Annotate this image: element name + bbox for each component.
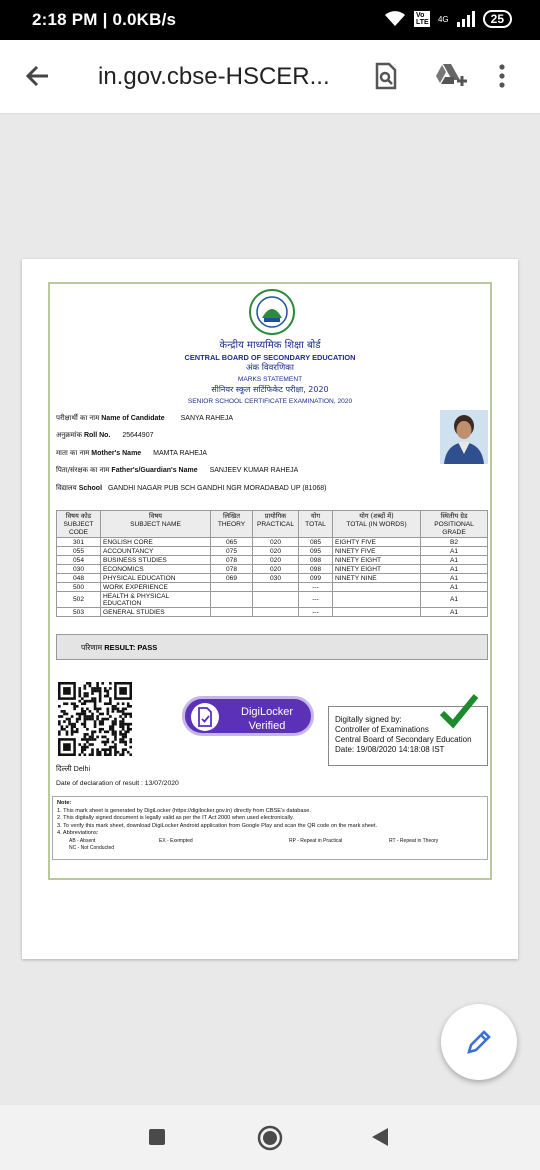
header-total-words: योग (शब्दों में) TOTAL (IN WORDS) [333,511,421,538]
school-label-hindi: विद्यालय [56,484,77,492]
place-english: Delhi [73,764,91,773]
candidate-name: SANYA RAHEJA [180,415,233,422]
signal-icon [457,11,475,27]
digilocker-line2: Verified [248,720,286,732]
declaration-date: Date of declaration of result : 13/07/2020 [56,780,179,787]
total-cell: 099 [299,574,333,583]
table-row [57,574,488,583]
roll-label-hindi: अनुक्रमांक [56,431,82,439]
network-type: 4G [437,14,449,24]
grade-cell: A1 [421,592,488,608]
subject-code-cell: 055 [57,547,101,556]
total-words-cell: EIGHTY FIVE [333,538,421,547]
father-label-hindi: पिता/संरक्षक का नाम [56,466,110,474]
digital-signature-box [328,706,488,766]
candidate-row [56,414,233,423]
father-label: Father's/Guardian's Name [111,467,198,474]
total-cell: 098 [299,556,333,565]
note-3: 3. To verify this mark sheet, download DigiLocker Android application from Google Play and scan the QR code on the mark sheet. [57,822,378,829]
recents-square-icon[interactable] [149,1129,165,1145]
volte-icon: Vo LTE [415,12,429,26]
header-grade: स्थितीय ग्रेड POSITIONAL GRADE [421,511,488,538]
subject-code-cell: 502 [57,592,101,608]
candidate-photo [440,410,488,464]
wifi-icon [384,10,406,28]
notes-box [52,796,488,860]
table-row [57,608,488,617]
exam-title-hindi: सीनियर स्कूल सर्टिफिकेट परीक्षा, 2020 [211,385,329,394]
result-row [56,634,488,660]
father-name: SANJEEV KUMAR RAHEJA [209,467,299,474]
signature-line3: Central Board of Secondary Education [335,735,472,744]
back-arrow-icon[interactable] [22,60,54,92]
theory-cell: 078 [211,565,253,574]
grade-cell: A1 [421,565,488,574]
mother-name: MAMTA RAHEJA [153,450,208,457]
header-total: योग TOTAL [299,511,333,538]
edit-button[interactable] [441,1004,517,1080]
drive-add-icon[interactable] [434,62,468,90]
roll-label: Roll No. [83,432,111,439]
table-row [57,565,488,574]
signature-line1: Digitally signed by: [335,715,402,724]
abbr-not-conducted: NC - Not Conducted [69,845,115,851]
table-header-row [57,511,488,538]
result-label-hindi: परिणाम [81,643,103,652]
board-name-hindi: केन्द्रीय माध्यमिक शिक्षा बोर्ड [219,340,321,351]
app-bar [0,40,540,114]
subject-name-cell: ECONOMICS [101,565,211,574]
grade-cell: A1 [421,583,488,592]
digilocker-text [231,705,303,733]
theory-cell [211,608,253,617]
place-hindi: दिल्ली [56,764,72,773]
theory-cell [211,583,253,592]
mother-label-hindi: माता का नाम [56,449,90,457]
practical-cell: 020 [253,565,299,574]
pdf-viewer[interactable] [0,114,540,1105]
total-words-cell: NINETY FIVE [333,547,421,556]
total-words-cell: NINETY EIGHT [333,556,421,565]
system-nav-bar [0,1105,540,1170]
roll-number: 25644907 [122,432,154,439]
abbr-repeat-practical: RP - Repeat in Practical [289,837,343,844]
practical-cell: 020 [253,538,299,547]
table-row [57,583,488,592]
status-bar [0,0,540,40]
note-title: Note: [57,800,72,806]
practical-cell: 020 [253,547,299,556]
total-cell: 095 [299,547,333,556]
exam-title-english: SENIOR SCHOOL CERTIFICATE EXAMINATION, 2020 [187,398,353,405]
board-name-english: CENTRAL BOARD OF SECONDARY EDUCATION [184,353,356,362]
status-icons [384,10,512,28]
theory-cell: 065 [211,538,253,547]
mother-label: Mother's Name [91,450,142,457]
marks-table [56,510,488,617]
subject-name-cell: GENERAL STUDIES [101,608,211,617]
pencil-icon [465,1028,493,1056]
subject-name-cell: ACCOUNTANCY [101,547,211,556]
total-words-cell [333,583,421,592]
school-row [56,484,326,493]
marks-table-body [57,538,488,617]
subject-code-cell: 301 [57,538,101,547]
roll-row [56,431,154,440]
subject-name-cell: BUSINESS STUDIES [101,556,211,565]
total-cell: --- [299,583,333,592]
theory-cell: 078 [211,556,253,565]
search-document-icon[interactable] [372,62,400,90]
table-row [57,556,488,565]
more-options-icon[interactable] [496,62,508,90]
signature-line2: Controller of Examinations [335,725,429,734]
subject-name-cell: ENGLISH CORE [101,538,211,547]
practical-cell [253,592,299,608]
total-words-cell [333,608,421,617]
digilocker-line1: DigiLocker [241,706,293,718]
subject-code-cell: 030 [57,565,101,574]
grade-cell: B2 [421,538,488,547]
document-title: in.gov.cbse-HSCER... [98,63,330,90]
practical-cell [253,608,299,617]
practical-cell [253,583,299,592]
digilocker-document-icon [191,703,219,731]
header-subject-code: विषय कोड SUBJECT CODE [57,511,101,538]
marks-statement-hindi: अंक विवरणिका [246,363,294,373]
note-1: 1. This mark sheet is generated by DigiLocker (https://digilocker.gov.in) directly from CBSE's database. [57,807,311,814]
note-2: 2. This digitally signed document is legally valid as per the IT Act 2000 when used electronically. [57,815,294,821]
table-row [57,547,488,556]
mother-row [56,449,207,458]
note-4: 4. Abbreviations: [57,830,99,836]
school-label: School [78,485,103,492]
theory-cell: 075 [211,547,253,556]
result-text: RESULT: PASS [104,643,158,652]
practical-cell: 030 [253,574,299,583]
total-words-cell: NINETY NINE [333,574,421,583]
total-cell: --- [299,592,333,608]
abbr-repeat-theory: RT - Repeat in Theory [389,837,439,844]
subject-name-cell: HEALTH & PHYSICAL EDUCATION [101,592,211,608]
header-practical: प्रायोगिक PRACTICAL [253,511,299,538]
digilocker-verified-badge [182,696,314,736]
grade-cell: A1 [421,608,488,617]
practical-cell: 020 [253,556,299,565]
subject-code-cell: 048 [57,574,101,583]
table-row [57,592,488,608]
place-row [56,764,90,774]
subject-code-cell: 054 [57,556,101,565]
school-name: GANDHI NAGAR PUB SCH GANDHI NGR MORADABAD UP (81068) [107,485,327,492]
cbse-emblem-icon [248,288,296,336]
grade-cell: A1 [421,574,488,583]
marks-statement-english: MARKS STATEMENT [237,376,303,383]
subject-name-cell: WORK EXPERIENCE [101,583,211,592]
subject-code-cell: 500 [57,583,101,592]
header-theory: लिखित THEORY [211,511,253,538]
total-cell: --- [299,608,333,617]
battery-indicator: 25 [483,10,512,28]
total-words-cell [333,592,421,608]
theory-cell [211,592,253,608]
total-words-cell: NINETY EIGHT [333,565,421,574]
subject-code-cell: 503 [57,608,101,617]
signature-line4: Date: 19/08/2020 14:18:08 IST [335,745,445,754]
abbr-exempted: EX - Exempted [159,837,193,844]
back-triangle-icon[interactable] [372,1128,388,1146]
total-cell: 085 [299,538,333,547]
header-subject-name: विषय SUBJECT NAME [101,511,211,538]
subject-name-cell: PHYSICAL EDUCATION [101,574,211,583]
pdf-page [22,259,518,959]
theory-cell: 069 [211,574,253,583]
home-circle-icon[interactable] [257,1125,283,1151]
table-row [57,538,488,547]
checkmark-icon [439,693,479,729]
grade-cell: A1 [421,556,488,565]
status-time: 2:18 PM | 0.0KB/s [32,10,177,29]
candidate-label: Name of Candidate [101,415,165,422]
father-row [56,466,298,475]
certificate-frame [48,282,492,880]
abbreviations [57,838,483,846]
qr-code [58,682,132,756]
candidate-label-hindi: परीक्षार्थी का नाम [56,414,100,422]
total-cell: 098 [299,565,333,574]
abbr-absent: AB - Absent [69,837,96,844]
grade-cell: A1 [421,547,488,556]
